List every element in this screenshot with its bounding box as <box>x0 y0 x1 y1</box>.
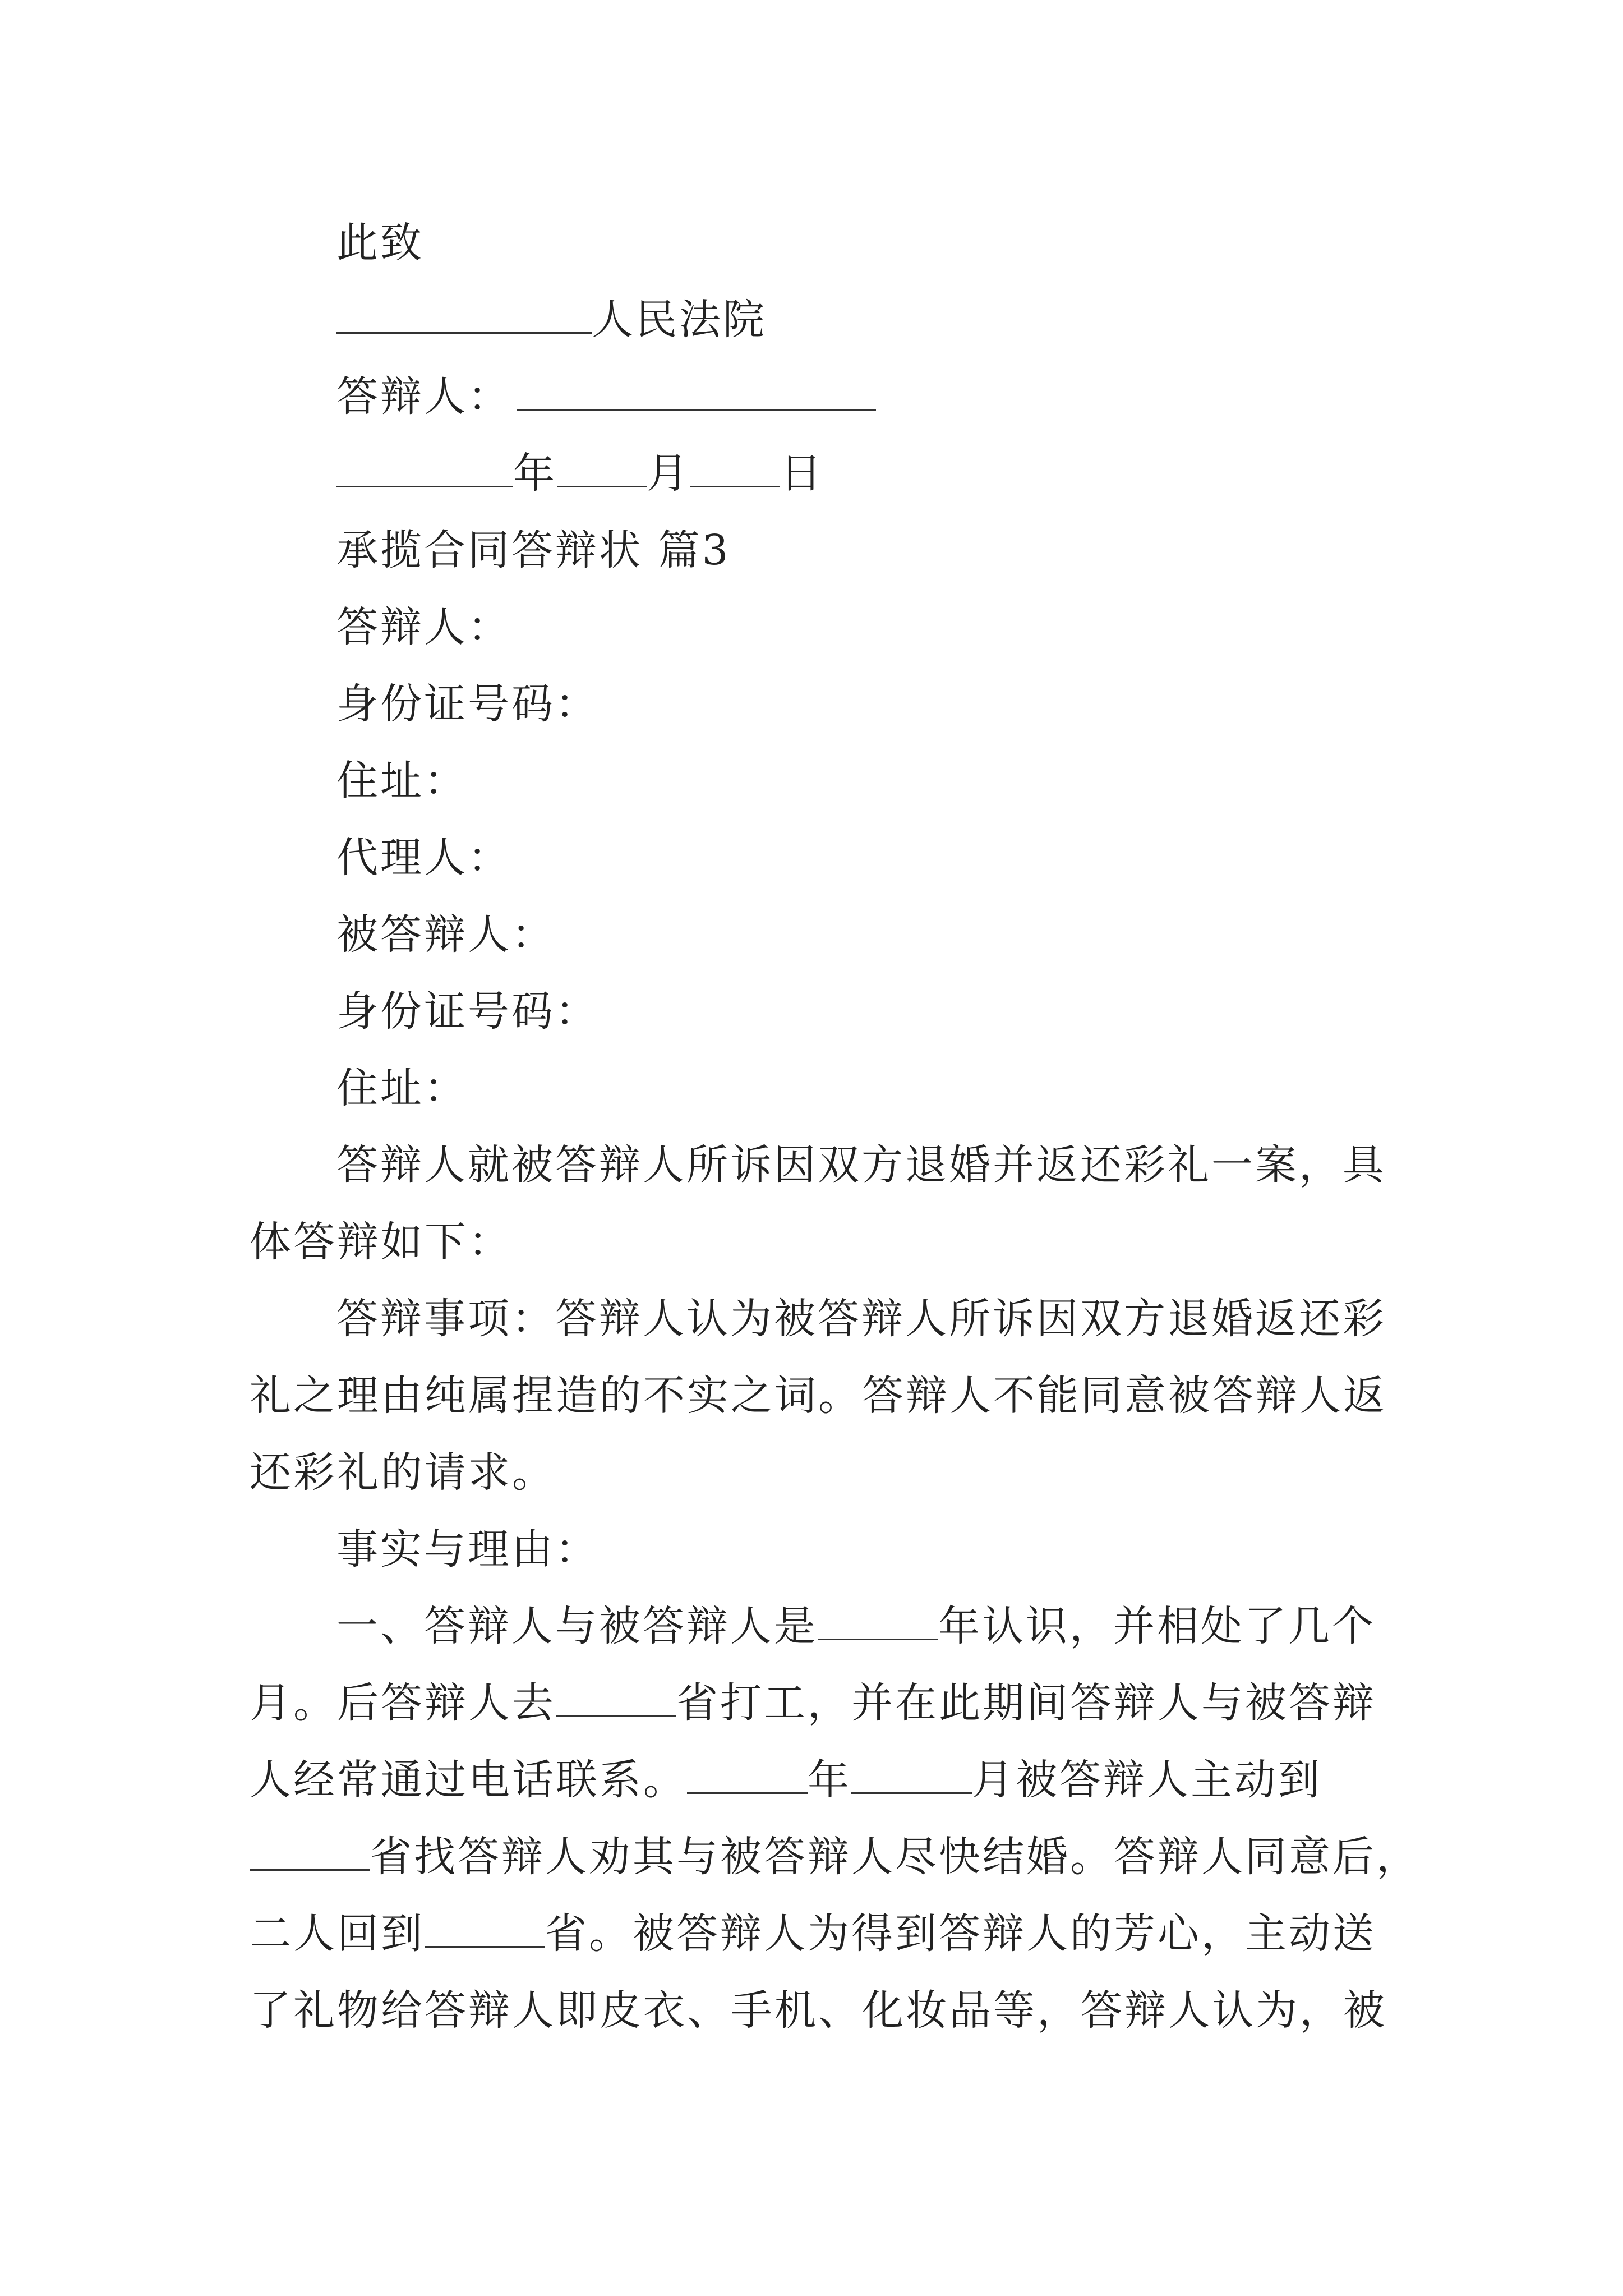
year-blank <box>818 1599 938 1640</box>
field-respondent <box>336 589 1469 666</box>
section-title-text: 承揽合同答辩状 篇3 <box>336 526 731 574</box>
province-blank <box>425 1907 545 1948</box>
year-blank <box>336 447 513 487</box>
court-name-blank <box>336 293 592 334</box>
month-label: 月 <box>647 449 690 498</box>
year-label: 年 <box>513 449 557 498</box>
facts-text: 省找答辩人劝其与被答辩人尽快结婚。答辩人同意后， <box>370 1833 1420 1881</box>
field-label: 身份证号码： <box>336 987 599 1036</box>
facts-paragraph-line-5 <box>250 1895 1382 1972</box>
day-blank <box>690 447 780 487</box>
facts-text: 省打工，并在此期间答辩人与被答辩 <box>676 1679 1376 1727</box>
intro-text: 答辩人就被答辩人所诉因双方退婚并返还彩礼一案，具 <box>336 1141 1386 1189</box>
field-opponent-id <box>336 973 1469 1050</box>
facts-paragraph-line-6 <box>250 1972 1387 2049</box>
court-line <box>336 282 1469 358</box>
matter-paragraph-line-1 <box>336 1281 1469 1358</box>
intro-paragraph-line-2 <box>250 1204 1382 1281</box>
matter-text: 礼之理由纯属捏造的不实之词。答辩人不能同意被答辩人返 <box>250 1372 1387 1420</box>
salutation <box>336 205 1469 282</box>
salutation-text: 此致 <box>336 219 424 267</box>
day-label: 日 <box>780 449 824 498</box>
respondent-signature-blank <box>517 370 876 411</box>
facts-text: 月被答辩人主动到 <box>972 1756 1322 1804</box>
facts-text: 年 <box>808 1756 851 1804</box>
matter-text: 还彩礼的请求。 <box>250 1448 556 1497</box>
respondent-signature-label: 答辩人： <box>336 372 511 421</box>
section-title <box>336 512 1469 589</box>
field-label: 答辩人： <box>336 603 511 651</box>
facts-paragraph-line-1 <box>336 1588 1469 1665</box>
date-line <box>336 435 1469 512</box>
month-blank <box>557 447 647 487</box>
facts-paragraph-line-2 <box>250 1665 1382 1742</box>
matter-paragraph-line-3 <box>250 1434 1382 1511</box>
month-blank <box>851 1753 972 1794</box>
intro-text: 体答辩如下： <box>250 1218 512 1266</box>
province-blank <box>556 1676 676 1717</box>
field-respondent-address <box>336 743 1469 820</box>
year-blank <box>687 1753 808 1794</box>
matter-text: 答辩事项：答辩人认为被答辩人所诉因双方退婚返还彩 <box>336 1295 1386 1343</box>
respondent-signature-line <box>336 358 1469 435</box>
field-agent <box>336 820 1469 896</box>
facts-paragraph-line-4 <box>250 1819 1420 1895</box>
intro-paragraph-line-1 <box>336 1127 1386 1204</box>
facts-text: 月。后答辩人去 <box>250 1679 556 1727</box>
facts-heading-text: 事实与理由： <box>336 1525 599 1573</box>
field-label: 代理人： <box>336 834 511 882</box>
matter-paragraph-line-2 <box>250 1358 1387 1434</box>
field-label: 被答辩人： <box>336 910 555 959</box>
field-label: 身份证号码： <box>336 680 599 728</box>
court-suffix: 人民法院 <box>592 296 767 344</box>
facts-text: 年认识，并相处了几个 <box>938 1602 1376 1650</box>
facts-text: 了礼物给答辩人即皮衣、手机、化妆品等，答辩人认为，被 <box>250 1986 1387 2035</box>
facts-text: 一、答辩人与被答辩人是 <box>336 1602 818 1650</box>
facts-heading <box>336 1511 1469 1588</box>
province-blank <box>250 1830 370 1871</box>
field-label: 住址： <box>336 757 468 805</box>
facts-text: 省。被答辩人为得到答辩人的芳心，主动送 <box>545 1910 1376 1958</box>
facts-text: 二人回到 <box>250 1910 425 1958</box>
field-respondent-id <box>336 666 1469 743</box>
facts-text: 人经常通过电话联系。 <box>250 1756 687 1804</box>
field-label: 住址： <box>336 1064 468 1112</box>
facts-paragraph-line-3 <box>250 1742 1382 1819</box>
field-opponent <box>336 896 1469 973</box>
field-opponent-address <box>336 1050 1469 1127</box>
